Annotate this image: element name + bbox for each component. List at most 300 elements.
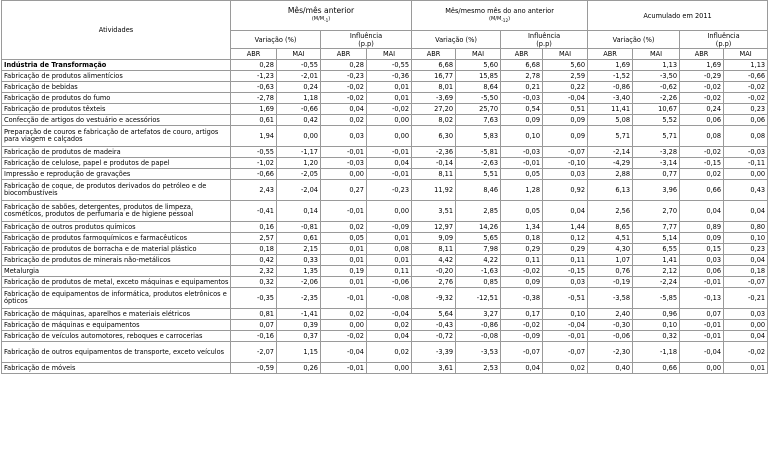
row-value: -0,04 [321, 342, 367, 363]
row-value: 5,64 [412, 309, 456, 320]
table-row [2, 126, 768, 147]
row-value: 0,29 [543, 244, 588, 255]
row-label: Fabricação de produtos do fumo [2, 93, 231, 104]
row-value: 14,26 [456, 222, 501, 233]
row-value: 0,05 [321, 233, 367, 244]
row-value: -0,66 [277, 104, 321, 115]
row-value: 0,05 [501, 169, 543, 180]
row-value: 0,21 [501, 82, 543, 93]
header-group-month-sub: $(M/M_{-1})$ [311, 15, 331, 23]
row-value: 27,20 [412, 104, 456, 115]
table-row [2, 82, 768, 93]
row-value: 0,37 [277, 331, 321, 342]
row-value: -5,50 [456, 93, 501, 104]
row-value: -0,55 [231, 147, 277, 158]
row-value: 3,61 [412, 363, 456, 374]
row-value: 0,33 [277, 255, 321, 266]
row-value: 0,01 [367, 233, 412, 244]
row-label: Fabricação de produtos de madeira [2, 147, 231, 158]
row-value: 25,70 [456, 104, 501, 115]
table-row [2, 71, 768, 82]
row-value: 6,68 [412, 60, 456, 71]
row-value: 0,00 [724, 320, 768, 331]
row-value: -1,23 [231, 71, 277, 82]
row-value: -0,41 [231, 201, 277, 222]
row-value: -0,02 [724, 82, 768, 93]
row-value: -0,02 [321, 93, 367, 104]
row-value: 5,83 [456, 126, 501, 147]
row-value: 5,60 [456, 60, 501, 71]
row-value: 9,09 [412, 233, 456, 244]
row-value: 0,04 [680, 201, 724, 222]
row-value: 6,55 [633, 244, 680, 255]
row-value: 0,02 [680, 169, 724, 180]
row-value: -0,08 [456, 331, 501, 342]
row-value: 2,57 [231, 233, 277, 244]
row-value: 0,04 [367, 158, 412, 169]
row-value: 0,16 [231, 222, 277, 233]
row-value: 0,08 [724, 126, 768, 147]
row-value: -12,51 [456, 288, 501, 309]
row-label: Fabricação de bebidas [2, 82, 231, 93]
row-value: 1,94 [231, 126, 277, 147]
row-label: Fabricação de sabões, detergentes, produtos de limpeza, cosméticos, produtos de perfumaria e de higiene pessoal [2, 201, 231, 222]
row-value: -0,03 [321, 158, 367, 169]
header-abr: ABR [321, 49, 367, 60]
row-value: 10,67 [633, 104, 680, 115]
row-value: 5,52 [633, 115, 680, 126]
row-value: 0,07 [680, 309, 724, 320]
row-value: -0,20 [412, 266, 456, 277]
row-value: 0,00 [367, 201, 412, 222]
row-value: 0,03 [724, 309, 768, 320]
row-value: 5,65 [456, 233, 501, 244]
row-label: Fabricação de produtos de metal, exceto máquinas e equipamentos [2, 277, 231, 288]
row-value: -0,38 [501, 288, 543, 309]
row-value: 2,59 [543, 71, 588, 82]
row-value: 4,42 [412, 255, 456, 266]
row-value: -0,07 [501, 342, 543, 363]
row-value: 0,09 [543, 126, 588, 147]
row-value: -0,55 [367, 60, 412, 71]
row-value: -3,69 [412, 93, 456, 104]
row-value: -2,78 [231, 93, 277, 104]
header-mai: MAI [456, 49, 501, 60]
row-value: -0,01 [680, 277, 724, 288]
row-value: -0,03 [724, 147, 768, 158]
header-group-month-title: Mês/mês anterior [287, 5, 355, 15]
row-value: -0,62 [633, 82, 680, 93]
row-value: 5,60 [543, 60, 588, 71]
row-value: 0,00 [724, 169, 768, 180]
row-label: Fabricação de móveis [2, 363, 231, 374]
table-row [2, 158, 768, 169]
row-value: 0,24 [277, 82, 321, 93]
row-value: 15,85 [456, 71, 501, 82]
row-value: -0,63 [231, 82, 277, 93]
row-value: -0,01 [321, 201, 367, 222]
row-label: Fabricação de máquinas, aparelhos e materiais elétricos [2, 309, 231, 320]
row-value: -2,04 [277, 180, 321, 201]
row-value: -0,09 [367, 222, 412, 233]
row-value: -3,39 [412, 342, 456, 363]
row-value: 0,01 [321, 277, 367, 288]
row-value: 0,18 [501, 233, 543, 244]
row-value: 2,85 [456, 201, 501, 222]
row-value: 0,08 [367, 244, 412, 255]
table-body [2, 60, 768, 374]
row-value: -0,29 [680, 71, 724, 82]
row-value: -3,53 [456, 342, 501, 363]
row-value: -1,41 [277, 309, 321, 320]
row-value: 0,01 [724, 363, 768, 374]
row-value: 3,96 [633, 180, 680, 201]
row-value: 0,11 [501, 255, 543, 266]
row-value: -0,02 [724, 93, 768, 104]
row-label: Fabricação de produtos de borracha e de material plástico [2, 244, 231, 255]
row-value: 0,92 [543, 180, 588, 201]
table-row [2, 244, 768, 255]
row-value: 0,43 [724, 180, 768, 201]
row-value: -3,50 [633, 71, 680, 82]
row-value: -0,02 [501, 266, 543, 277]
row-value: 0,01 [367, 82, 412, 93]
row-value: 0,40 [588, 363, 633, 374]
row-value: -0,02 [501, 320, 543, 331]
row-value: 0,09 [680, 233, 724, 244]
row-label: Indústria de Transformação [2, 60, 231, 71]
row-value: 0,24 [680, 104, 724, 115]
row-value: 0,28 [231, 60, 277, 71]
row-value: 8,46 [456, 180, 501, 201]
row-value: 2,76 [412, 277, 456, 288]
header-atividades: Atividades [2, 1, 231, 60]
table-row [2, 288, 768, 309]
row-label: Impressão e reprodução de gravações [2, 169, 231, 180]
row-value: -3,58 [588, 288, 633, 309]
table-row [2, 93, 768, 104]
header-abr: ABR [412, 49, 456, 60]
row-value: 2,15 [277, 244, 321, 255]
row-value: 0,11 [543, 255, 588, 266]
row-value: 0,42 [277, 115, 321, 126]
row-value: -5,85 [633, 288, 680, 309]
row-value: -1,17 [277, 147, 321, 158]
row-value: -0,30 [588, 320, 633, 331]
row-value: 1,15 [277, 342, 321, 363]
row-value: 0,02 [321, 115, 367, 126]
row-value: -0,01 [367, 169, 412, 180]
row-value: 2,43 [231, 180, 277, 201]
row-value: 0,32 [231, 277, 277, 288]
row-value: -0,07 [543, 342, 588, 363]
row-value: -0,06 [588, 331, 633, 342]
row-value: 1,69 [588, 60, 633, 71]
row-value: -0,66 [231, 169, 277, 180]
row-value: -0,01 [680, 320, 724, 331]
row-value: 5,71 [633, 126, 680, 147]
header-mai: MAI [367, 49, 412, 60]
row-value: -0,01 [321, 363, 367, 374]
row-label: Fabricação de produtos alimentícios [2, 71, 231, 82]
row-value: 0,02 [543, 363, 588, 374]
row-value: 5,08 [588, 115, 633, 126]
row-value: -0,02 [321, 331, 367, 342]
row-value: 0,26 [277, 363, 321, 374]
row-value: 2,12 [633, 266, 680, 277]
header-mai: MAI [724, 49, 768, 60]
row-value: -1,18 [633, 342, 680, 363]
row-value: 0,23 [724, 104, 768, 115]
row-value: 0,12 [543, 233, 588, 244]
header-group-accum: Acumulado em 2011 [588, 1, 768, 31]
row-value: -0,16 [231, 331, 277, 342]
row-value: -0,04 [680, 342, 724, 363]
row-value: 5,14 [633, 233, 680, 244]
row-value: 1,34 [501, 222, 543, 233]
row-value: 0,01 [367, 93, 412, 104]
row-value: 0,00 [367, 363, 412, 374]
row-value: -0,86 [588, 82, 633, 93]
row-value: 6,13 [588, 180, 633, 201]
header-influencia-3: Influência (p.p) [680, 31, 768, 49]
row-value: -0,04 [543, 93, 588, 104]
row-value: -2,01 [277, 71, 321, 82]
row-value: 2,56 [588, 201, 633, 222]
row-value: 8,65 [588, 222, 633, 233]
row-value: 0,09 [543, 115, 588, 126]
header-mai: MAI [277, 49, 321, 60]
row-label: Fabricação de outros produtos químicos [2, 222, 231, 233]
table-row [2, 169, 768, 180]
row-value: 2,32 [231, 266, 277, 277]
table-row [2, 342, 768, 363]
row-value: -0,03 [501, 93, 543, 104]
row-value: -0,23 [367, 180, 412, 201]
row-value: 0,81 [231, 309, 277, 320]
row-value: 1,69 [231, 104, 277, 115]
row-value: 0,51 [543, 104, 588, 115]
row-value: -0,02 [321, 82, 367, 93]
row-value: 0,04 [724, 255, 768, 266]
row-value: -0,59 [231, 363, 277, 374]
row-value: -0,02 [680, 147, 724, 158]
row-value: -0,07 [543, 147, 588, 158]
row-value: 0,66 [680, 180, 724, 201]
row-value: -0,36 [367, 71, 412, 82]
row-value: 0,18 [231, 244, 277, 255]
row-value: -0,06 [367, 277, 412, 288]
row-value: -3,40 [588, 93, 633, 104]
row-value: 4,30 [588, 244, 633, 255]
row-value: -0,01 [321, 147, 367, 158]
table-row [2, 363, 768, 374]
header-mai: MAI [633, 49, 680, 60]
row-value: -0,81 [277, 222, 321, 233]
row-value: 6,30 [412, 126, 456, 147]
row-value: 0,05 [501, 201, 543, 222]
row-value: 0,06 [724, 115, 768, 126]
row-value: -0,02 [724, 342, 768, 363]
row-value: 0,10 [501, 126, 543, 147]
table-row [2, 266, 768, 277]
row-value: 0,06 [680, 115, 724, 126]
row-label: Fabricação de celulose, papel e produtos de papel [2, 158, 231, 169]
header-group-year-title: Mês/mesmo mês do ano anterior [445, 6, 554, 15]
row-value: 0,06 [680, 266, 724, 277]
row-value: -0,15 [543, 266, 588, 277]
row-value: -0,09 [501, 331, 543, 342]
row-value: 0,00 [680, 363, 724, 374]
row-label: Fabricação de outros equipamentos de transporte, exceto veículos [2, 342, 231, 363]
row-value: 0,61 [277, 233, 321, 244]
row-value: -0,08 [367, 288, 412, 309]
row-value: 0,29 [501, 244, 543, 255]
row-value: -0,55 [277, 60, 321, 71]
row-value: 0,66 [633, 363, 680, 374]
row-value: 1,20 [277, 158, 321, 169]
row-value: 8,11 [412, 244, 456, 255]
row-value: 7,98 [456, 244, 501, 255]
row-label: Fabricação de produtos têxteis [2, 104, 231, 115]
row-value: 0,61 [231, 115, 277, 126]
row-value: -0,19 [588, 277, 633, 288]
row-value: 6,68 [501, 60, 543, 71]
row-value: 1,35 [277, 266, 321, 277]
header-abr: ABR [501, 49, 543, 60]
row-value: 0,17 [501, 309, 543, 320]
row-value: 1,13 [724, 60, 768, 71]
row-value: 0,02 [321, 309, 367, 320]
row-value: -2,30 [588, 342, 633, 363]
row-value: 1,18 [277, 93, 321, 104]
row-value: 0,04 [321, 104, 367, 115]
row-value: 3,51 [412, 201, 456, 222]
row-label: Fabricação de equipamentos de informática, produtos eletrônicos e ópticos [2, 288, 231, 309]
header-variacao-3: Variação (%) [588, 31, 680, 49]
row-value: -0,13 [680, 288, 724, 309]
row-value: -2,14 [588, 147, 633, 158]
row-value: -2,26 [633, 93, 680, 104]
row-label: Fabricação de veículos automotores, reboques e carrocerias [2, 331, 231, 342]
row-value: -0,51 [543, 288, 588, 309]
row-value: 8,01 [412, 82, 456, 93]
row-value: 0,02 [321, 222, 367, 233]
row-label: Metalurgia [2, 266, 231, 277]
row-value: 8,64 [456, 82, 501, 93]
row-value: -2,07 [231, 342, 277, 363]
header-influencia-1: Influência (p.p) [321, 31, 412, 49]
row-value: 2,53 [456, 363, 501, 374]
row-value: 0,00 [321, 320, 367, 331]
row-value: -0,07 [724, 277, 768, 288]
row-value: 0,04 [724, 331, 768, 342]
row-value: 4,51 [588, 233, 633, 244]
row-value: 0,03 [543, 169, 588, 180]
row-label: Fabricação de produtos farmoquímicos e farmacêuticos [2, 233, 231, 244]
row-value: 0,39 [277, 320, 321, 331]
row-value: -1,63 [456, 266, 501, 277]
row-value: -0,10 [543, 158, 588, 169]
row-value: -9,32 [412, 288, 456, 309]
row-value: 0,14 [277, 201, 321, 222]
row-value: -2,36 [412, 147, 456, 158]
row-value: 1,28 [501, 180, 543, 201]
table-row [2, 277, 768, 288]
header-group-month [231, 1, 412, 31]
row-value: -0,01 [321, 288, 367, 309]
header-influencia-2: Influência (p.p) [501, 31, 588, 49]
row-value: 0,22 [543, 82, 588, 93]
row-value: 0,01 [321, 255, 367, 266]
row-value: 0,04 [367, 331, 412, 342]
row-value: 0,76 [588, 266, 633, 277]
row-value: -0,21 [724, 288, 768, 309]
row-value: 0,80 [724, 222, 768, 233]
row-value: 1,41 [633, 255, 680, 266]
row-value: -2,63 [456, 158, 501, 169]
table-row [2, 147, 768, 158]
row-value: -0,03 [501, 147, 543, 158]
row-value: -0,72 [412, 331, 456, 342]
row-value: 2,88 [588, 169, 633, 180]
row-value: -3,14 [633, 158, 680, 169]
row-value: 11,92 [412, 180, 456, 201]
row-value: 0,54 [501, 104, 543, 115]
row-value: -0,43 [412, 320, 456, 331]
row-value: -0,01 [501, 158, 543, 169]
row-value: 0,03 [543, 277, 588, 288]
row-value: 8,11 [412, 169, 456, 180]
row-value: 0,28 [321, 60, 367, 71]
table-row [2, 233, 768, 244]
row-value: 0,04 [501, 363, 543, 374]
row-value: 0,23 [724, 244, 768, 255]
row-value: -0,66 [724, 71, 768, 82]
row-value: 7,77 [633, 222, 680, 233]
row-value: 1,69 [680, 60, 724, 71]
header-variacao-1: Variação (%) [231, 31, 321, 49]
row-label: Fabricação de coque, de produtos derivados do petróleo e de biocombustíveis [2, 180, 231, 201]
row-value: 0,89 [680, 222, 724, 233]
row-value: -0,04 [367, 309, 412, 320]
row-value: -3,28 [633, 147, 680, 158]
row-value: -2,05 [277, 169, 321, 180]
row-value: 3,27 [456, 309, 501, 320]
row-value: 0,18 [724, 266, 768, 277]
row-value: 0,15 [680, 244, 724, 255]
row-value: 0,00 [321, 169, 367, 180]
row-value: 2,70 [633, 201, 680, 222]
row-value: -0,01 [543, 331, 588, 342]
row-value: 11,41 [588, 104, 633, 115]
row-value: 0,01 [367, 255, 412, 266]
header-abr: ABR [231, 49, 277, 60]
row-value: 0,96 [633, 309, 680, 320]
row-value: 0,11 [367, 266, 412, 277]
row-value: 1,07 [588, 255, 633, 266]
row-value: 0,42 [231, 255, 277, 266]
row-value: 0,32 [633, 331, 680, 342]
row-value: 0,09 [501, 277, 543, 288]
row-value: 0,77 [633, 169, 680, 180]
row-value: -5,81 [456, 147, 501, 158]
table-row [2, 331, 768, 342]
row-value: 5,71 [588, 126, 633, 147]
row-value: 4,22 [456, 255, 501, 266]
row-value: 0,19 [321, 266, 367, 277]
header-variacao-2: Variação (%) [412, 31, 501, 49]
